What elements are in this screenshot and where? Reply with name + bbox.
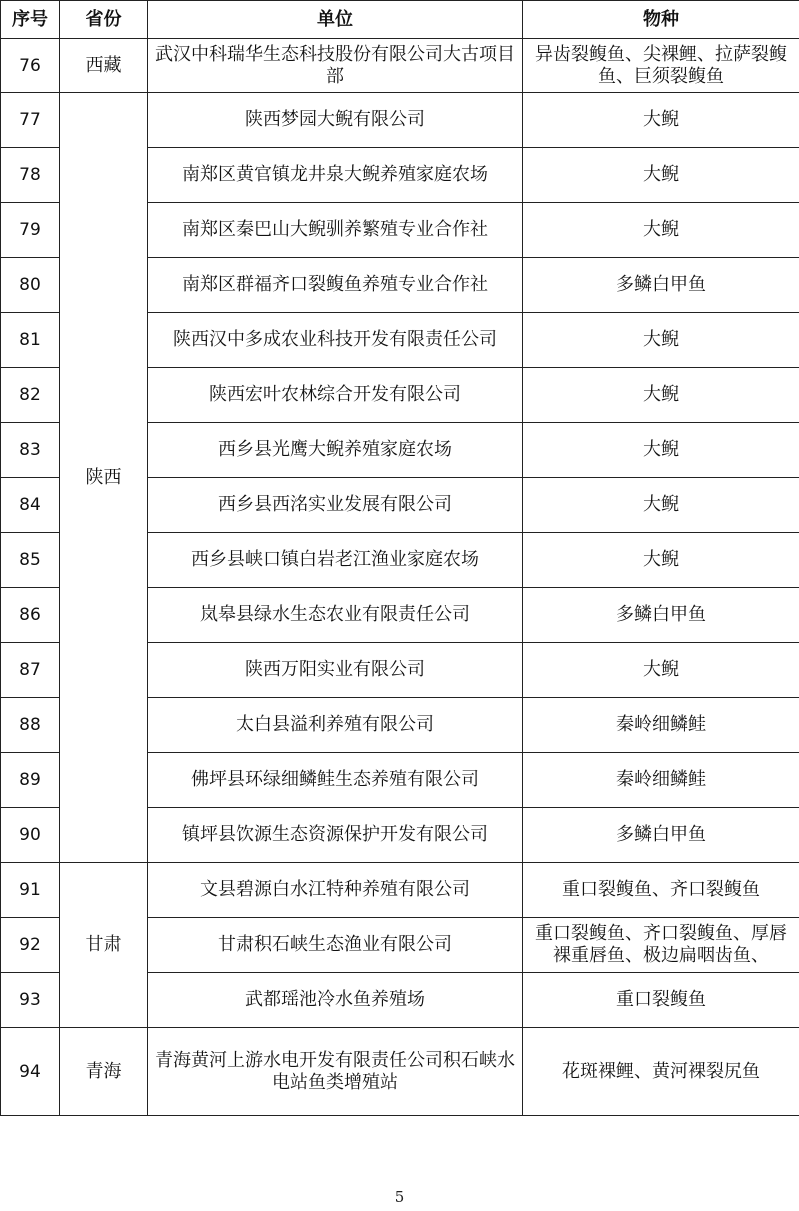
row-species: 大鲵 <box>523 368 799 423</box>
row-province: 甘肃 <box>60 863 148 1028</box>
row-index: 77 <box>1 93 60 148</box>
table-row <box>1 863 799 918</box>
row-unit: 文县碧源白水江特种养殖有限公司 <box>148 863 523 918</box>
row-unit: 太白县溢利养殖有限公司 <box>148 698 523 753</box>
row-species: 异齿裂鳆鱼、尖裸鲤、拉萨裂鳆鱼、巨须裂鳆鱼 <box>523 39 799 93</box>
row-index: 92 <box>1 918 60 973</box>
row-species: 大鲵 <box>523 93 799 148</box>
row-unit: 武都瑶池冷水鱼养殖场 <box>148 973 523 1028</box>
header-index: 序号 <box>1 1 60 39</box>
row-index: 93 <box>1 973 60 1028</box>
row-index: 88 <box>1 698 60 753</box>
row-unit: 佛坪县环绿细鳞鲑生态养殖有限公司 <box>148 753 523 808</box>
row-species: 重口裂鳆鱼 <box>523 973 799 1028</box>
row-index: 81 <box>1 313 60 368</box>
row-unit: 陕西宏叶农林综合开发有限公司 <box>148 368 523 423</box>
row-unit: 南郑区黄官镇龙井泉大鲵养殖家庭农场 <box>148 148 523 203</box>
row-unit: 西乡县峡口镇白岩老江渔业家庭农场 <box>148 533 523 588</box>
row-unit: 甘肃积石峡生态渔业有限公司 <box>148 918 523 973</box>
row-unit: 南郑区秦巴山大鲵驯养繁殖专业合作社 <box>148 203 523 258</box>
row-unit: 陕西万阳实业有限公司 <box>148 643 523 698</box>
row-index: 82 <box>1 368 60 423</box>
row-index: 83 <box>1 423 60 478</box>
row-unit: 武汉中科瑞华生态科技股份有限公司大古项目部 <box>148 39 523 93</box>
row-province: 青海 <box>60 1028 148 1116</box>
row-index: 80 <box>1 258 60 313</box>
row-species: 多鳞白甲鱼 <box>523 258 799 313</box>
header-row <box>1 1 799 39</box>
row-species: 秦岭细鳞鲑 <box>523 698 799 753</box>
row-species: 秦岭细鳞鲑 <box>523 753 799 808</box>
row-index: 89 <box>1 753 60 808</box>
row-unit: 陕西汉中多成农业科技开发有限责任公司 <box>148 313 523 368</box>
row-unit: 镇坪县饮源生态资源保护开发有限公司 <box>148 808 523 863</box>
row-index: 79 <box>1 203 60 258</box>
row-species: 大鲵 <box>523 423 799 478</box>
table-row <box>1 93 799 148</box>
row-unit: 陕西梦园大鲵有限公司 <box>148 93 523 148</box>
row-species: 大鲵 <box>523 478 799 533</box>
row-species: 大鲵 <box>523 148 799 203</box>
row-unit: 青海黄河上游水电开发有限责任公司积石峡水电站鱼类增殖站 <box>148 1028 523 1116</box>
row-unit: 岚皋县绿水生态农业有限责任公司 <box>148 588 523 643</box>
row-index: 85 <box>1 533 60 588</box>
row-index: 91 <box>1 863 60 918</box>
row-species: 重口裂鳆鱼、齐口裂鳆鱼、厚唇裸重唇鱼、极边扁咽齿鱼、 <box>523 918 799 973</box>
row-index: 86 <box>1 588 60 643</box>
header-species: 物种 <box>523 1 799 39</box>
row-unit: 南郑区群福齐口裂鳆鱼养殖专业合作社 <box>148 258 523 313</box>
row-index: 76 <box>1 39 60 93</box>
table-row <box>1 1028 799 1116</box>
row-species: 大鲵 <box>523 203 799 258</box>
row-province: 陕西 <box>60 93 148 863</box>
row-species: 大鲵 <box>523 533 799 588</box>
row-unit: 西乡县西洺实业发展有限公司 <box>148 478 523 533</box>
header-unit: 单位 <box>148 1 523 39</box>
row-index: 90 <box>1 808 60 863</box>
page-number: 5 <box>394 1188 405 1206</box>
row-species: 大鲵 <box>523 643 799 698</box>
row-index: 84 <box>1 478 60 533</box>
header-province: 省份 <box>60 1 148 39</box>
row-species: 花斑裸鲤、黄河裸裂尻鱼 <box>523 1028 799 1116</box>
row-species: 多鳞白甲鱼 <box>523 588 799 643</box>
row-index: 87 <box>1 643 60 698</box>
row-index: 78 <box>1 148 60 203</box>
row-province: 西藏 <box>60 39 148 93</box>
row-species: 重口裂鳆鱼、齐口裂鳆鱼 <box>523 863 799 918</box>
row-unit: 西乡县光鹰大鲵养殖家庭农场 <box>148 423 523 478</box>
row-species: 大鲵 <box>523 313 799 368</box>
table-row <box>1 39 799 93</box>
row-index: 94 <box>1 1028 60 1116</box>
row-species: 多鳞白甲鱼 <box>523 808 799 863</box>
